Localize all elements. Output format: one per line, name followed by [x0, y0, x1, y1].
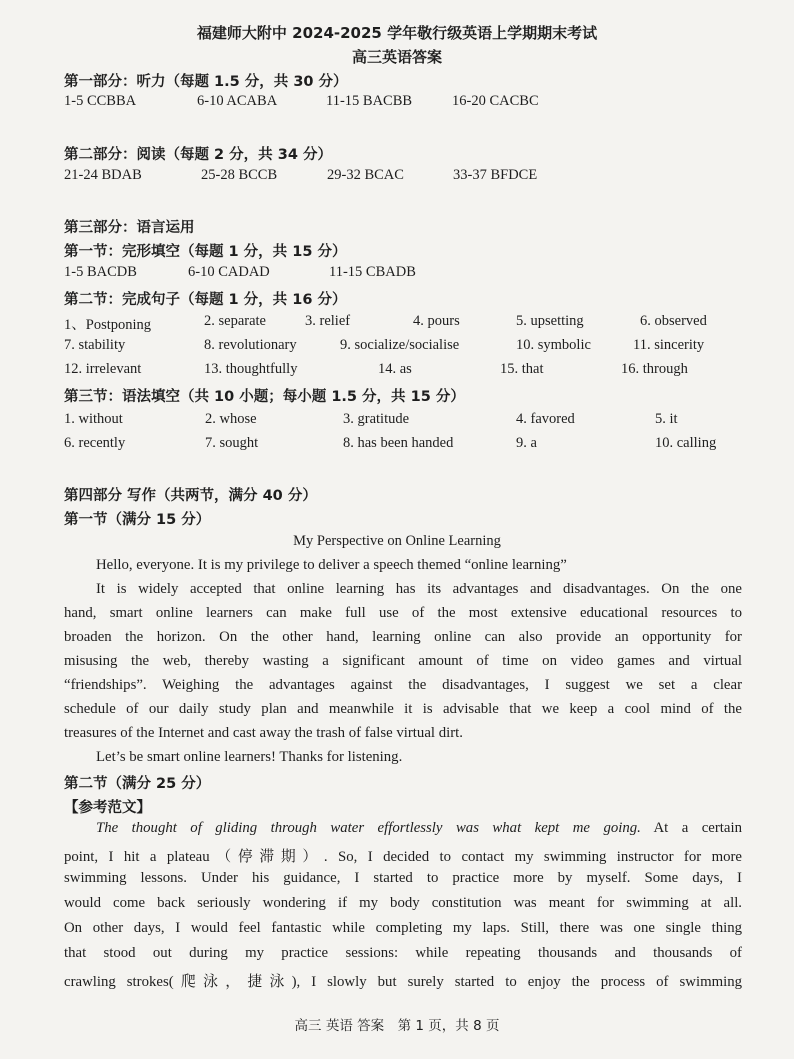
- essay2-line: would come back seriously wondering if my body constitution was meant for swimming at all.: [64, 895, 742, 911]
- grammar-answer: 2. whose: [205, 411, 257, 427]
- essay2-opening-rest: At a certain: [640, 820, 742, 836]
- blank-answer: 3. relief: [305, 313, 351, 329]
- essay2-line: swimming lessons. Under his guidance, I started to practice more by myself. Some days, I: [64, 870, 742, 886]
- reference-essay-label: 【参考范文】: [64, 800, 151, 816]
- essay2-line: crawling strokes(爬泳，捷泳), I slowly but surely started to enjoy the process of swimming: [64, 974, 742, 990]
- essay1-line: schedule of our daily study plan and meanwhile it is advisable that we keep a cool mind of the: [64, 701, 742, 717]
- answer-group: 33-37 BFDCE: [453, 167, 538, 183]
- exam-title: 福建师大附中 2024-2025 学年敬行级英语上学期期末考试: [196, 24, 598, 42]
- blank-answer: 4. pours: [413, 313, 460, 329]
- essay2-line: point, I hit a plateau（停滞期）. So, I decided to contact my swimming instructor for more: [64, 849, 742, 865]
- blank-answer: 8. revolutionary: [204, 337, 297, 353]
- essay1-line: “friendships”. Weighing the advantages against the disadvantages, I suggest we set a clear: [64, 677, 742, 693]
- grammar-answer: 3. gratitude: [343, 411, 410, 427]
- blank-answer: 7. stability: [64, 337, 126, 353]
- blank-answer: 6. observed: [640, 313, 707, 329]
- grammar-answer: 7. sought: [205, 435, 259, 451]
- essay1-line: treasures of the Internet and cast away the trash of false virtual dirt.: [64, 725, 463, 741]
- answer-group: 11-15 BACBB: [326, 93, 413, 109]
- grammar-answer: 6. recently: [64, 435, 126, 451]
- blank-answer: 16. through: [621, 361, 688, 377]
- essay1-line: hand, smart online learners can make full use of the most extensive educational resources to: [64, 605, 742, 621]
- answer-group: 1-5 BACDB: [64, 264, 137, 280]
- answer-group: 25-28 BCCB: [201, 167, 278, 183]
- answer-group: 29-32 BCAC: [327, 167, 404, 183]
- essay2-italic-opening: The thought of gliding through water effortlessly was what kept me going.: [96, 820, 641, 836]
- essay1-line: broaden the horizon. On the other hand, learning online can also provide an opportunity for: [64, 629, 742, 645]
- answer-group: 6-10 ACABA: [197, 93, 278, 109]
- part3-section2-heading: 第二节：完成句子（每题 1 分，共 16 分）: [64, 292, 347, 308]
- answer-group: 21-24 BDAB: [64, 167, 142, 183]
- blank-answer: 2. separate: [204, 313, 266, 329]
- essay2-line: On other days, I would feel fantastic while completing my laps. Still, there was one single thing: [64, 920, 742, 936]
- blank-answer: 1、Postponing: [64, 317, 152, 333]
- blank-answer: 14. as: [378, 361, 412, 377]
- answer-group: 6-10 CADAD: [188, 264, 270, 280]
- blank-answer: 13. thoughtfully: [204, 361, 298, 377]
- essay1-line: misusing the web, thereby wasting a significant amount of time on video games and virtual: [64, 653, 742, 669]
- essay1-line: Hello, everyone. It is my privilege to deliver a speech themed “online learning”: [96, 557, 567, 573]
- essay2-line: [64, 820, 742, 837]
- part4-section2-heading: 第二节（满分 25 分）: [64, 776, 211, 792]
- grammar-answer: 4. favored: [516, 411, 575, 427]
- page-footer: 高三 英语 答案 第 1 页，共 8 页: [294, 1018, 500, 1034]
- blank-answer: 12. irrelevant: [64, 361, 142, 377]
- part1-heading: 第一部分：听力（每题 1.5 分，共 30 分）: [64, 74, 348, 90]
- grammar-answer: 10. calling: [655, 435, 717, 451]
- part4-heading: 第四部分 写作（共两节，满分 40 分）: [64, 488, 317, 504]
- blank-answer: 11. sincerity: [633, 337, 705, 353]
- grammar-answer: 1. without: [64, 411, 123, 427]
- blank-answer: 15. that: [500, 361, 544, 377]
- exam-subtitle: 高三英语答案: [351, 48, 442, 66]
- answer-group: 16-20 CACBC: [452, 93, 539, 109]
- answer-group: 1-5 CCBBA: [64, 93, 137, 109]
- grammar-answer: 9. a: [516, 435, 537, 451]
- essay1-line: Let’s be smart online learners! Thanks for listening.: [96, 749, 403, 765]
- part3-heading: 第三部分：语言运用: [64, 220, 195, 236]
- blank-answer: 9. socialize/socialise: [340, 337, 460, 353]
- part3-section1-heading: 第一节：完形填空（每题 1 分，共 15 分）: [64, 244, 347, 260]
- part4-section1-heading: 第一节（满分 15 分）: [64, 512, 211, 528]
- grammar-answer: 5. it: [655, 411, 678, 427]
- part2-heading: 第二部分：阅读（每题 2 分，共 34 分）: [64, 147, 332, 163]
- essay2-line: that stood out during my practice sessions: while repeating thousands and thousands of: [64, 945, 742, 961]
- essay1-line: It is widely accepted that online learning has its advantages and disadvantages. On the one: [96, 581, 742, 597]
- blank-answer: 5. upsetting: [516, 313, 584, 329]
- blank-answer: 10. symbolic: [516, 337, 591, 353]
- grammar-answer: 8. has been handed: [343, 435, 454, 451]
- part3-section3-heading: 第三节：语法填空（共 10 小题；每小题 1.5 分，共 15 分）: [64, 389, 465, 405]
- essay1-title: My Perspective on Online Learning: [293, 533, 501, 549]
- answer-group: 11-15 CBADB: [329, 264, 416, 280]
